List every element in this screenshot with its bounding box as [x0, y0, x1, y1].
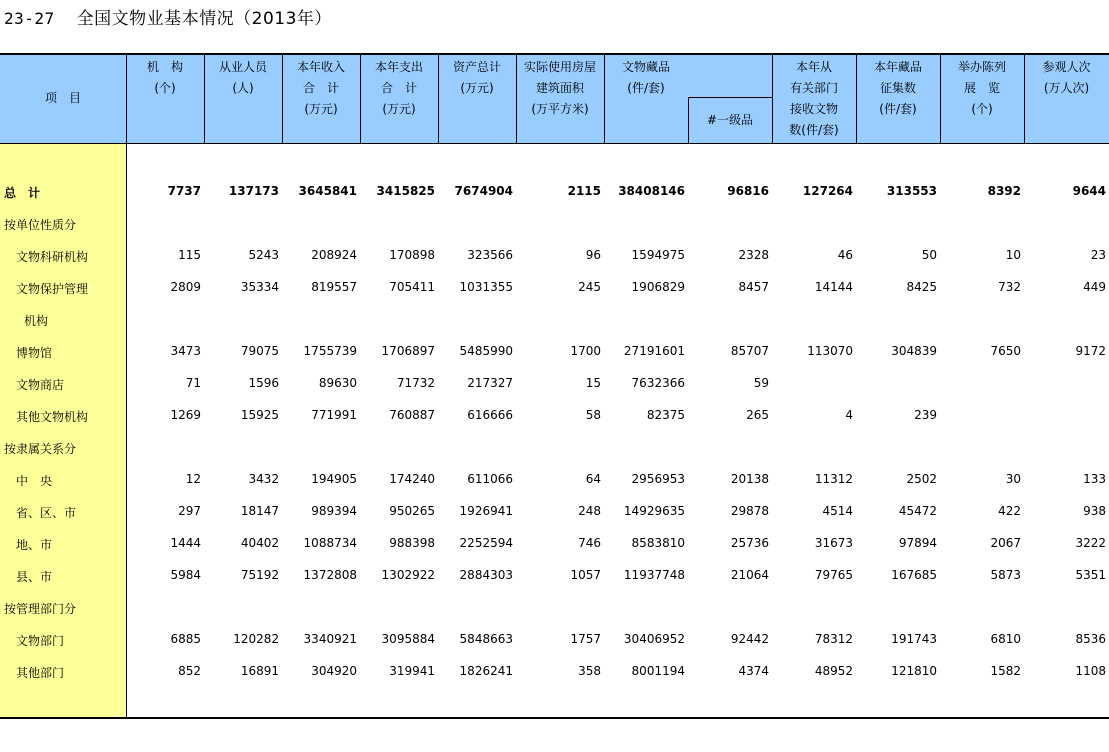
table-title — [4, 4, 332, 29]
table-cell: 1031355 — [459, 280, 513, 294]
table-cell: 8425 — [906, 280, 937, 294]
table-cell: 96 — [585, 248, 601, 262]
table-cell: 422 — [998, 504, 1021, 518]
table-cell: 15925 — [240, 408, 279, 422]
table-row — [0, 246, 1109, 266]
table-cell: 1757 — [570, 632, 601, 646]
row-label: 总 计 — [4, 186, 41, 200]
table-cell: 191743 — [891, 632, 937, 646]
table-cell: 29878 — [730, 504, 769, 518]
table-cell: 8001194 — [631, 664, 685, 678]
table-cell: 82375 — [646, 408, 685, 422]
table-row — [0, 534, 1109, 554]
bottom-rule — [0, 717, 1109, 719]
row-label: 县、市 — [16, 570, 53, 584]
table-cell: 2884303 — [459, 568, 513, 582]
table-cell: 1269 — [170, 408, 201, 422]
header-cell: #一级品 — [706, 113, 754, 127]
table-row — [0, 310, 1109, 330]
table-cell: 319941 — [389, 664, 435, 678]
table-cell: 170898 — [389, 248, 435, 262]
row-label: 文物科研机构 — [16, 250, 89, 264]
table-row — [0, 630, 1109, 650]
table-cell: 2067 — [990, 536, 1021, 550]
table-cell: 5351 — [1075, 568, 1106, 582]
table-cell: 96816 — [727, 184, 769, 198]
header-cell: 本年从 有关部门 接收文物 数(件/套) — [789, 60, 839, 137]
header-sub-rule — [688, 97, 773, 98]
table-row — [0, 438, 1109, 458]
table-cell: 21064 — [730, 568, 769, 582]
row-label: 其他文物机构 — [16, 410, 89, 424]
table-cell: 771991 — [311, 408, 357, 422]
table-cell: 16891 — [240, 664, 279, 678]
table-cell: 11312 — [814, 472, 853, 486]
table-cell: 4 — [845, 408, 853, 422]
table-cell: 358 — [578, 664, 601, 678]
table-cell: 760887 — [389, 408, 435, 422]
table-cell: 38408146 — [618, 184, 685, 198]
table-cell: 7674904 — [454, 184, 513, 198]
table-cell: 31673 — [814, 536, 853, 550]
table-cell: 989394 — [311, 504, 357, 518]
table-cell: 97894 — [898, 536, 937, 550]
table-cell: 2956953 — [631, 472, 685, 486]
table-cell: 10 — [1005, 248, 1021, 262]
table-cell: 23 — [1090, 248, 1106, 262]
table-cell: 30 — [1005, 472, 1021, 486]
row-label: 文物保护管理 — [16, 282, 89, 296]
table-cell: 304920 — [311, 664, 357, 678]
table-cell: 18147 — [240, 504, 279, 518]
table-cell: 45472 — [898, 504, 937, 518]
row-label: 其他部门 — [16, 666, 65, 680]
table-cell: 174240 — [389, 472, 435, 486]
table-cell: 79075 — [240, 344, 279, 358]
table-cell: 988398 — [389, 536, 435, 550]
table-cell: 20138 — [730, 472, 769, 486]
table-cell: 248 — [578, 504, 601, 518]
header-cell: 实际使用房屋 建筑面积 (万平方米) — [523, 60, 596, 116]
table-cell: 5848663 — [459, 632, 513, 646]
table-cell: 121810 — [891, 664, 937, 678]
table-cell: 9644 — [1072, 184, 1106, 198]
table-cell: 449 — [1083, 280, 1106, 294]
table-cell: 78312 — [814, 632, 853, 646]
table-cell: 46 — [837, 248, 853, 262]
table-cell: 3432 — [248, 472, 279, 486]
table-cell: 9172 — [1075, 344, 1106, 358]
table-cell: 1755739 — [303, 344, 357, 358]
table-cell: 75192 — [240, 568, 279, 582]
table-cell: 3340921 — [303, 632, 357, 646]
table-cell: 732 — [998, 280, 1021, 294]
table-cell: 8583810 — [631, 536, 685, 550]
row-label: 文物商店 — [16, 378, 65, 392]
header-cell: 参观人次 (万人次) — [1042, 60, 1091, 95]
table-cell: 120282 — [233, 632, 279, 646]
table-cell: 6810 — [990, 632, 1021, 646]
table-cell: 194905 — [311, 472, 357, 486]
table-cell: 8457 — [738, 280, 769, 294]
table-cell: 1826241 — [459, 664, 513, 678]
table-cell: 5984 — [170, 568, 201, 582]
table-cell: 297 — [178, 504, 201, 518]
table-cell: 127264 — [802, 184, 853, 198]
table-cell: 1108 — [1075, 664, 1106, 678]
table-cell: 265 — [746, 408, 769, 422]
table-row — [0, 342, 1109, 362]
table-cell: 15 — [585, 376, 601, 390]
table-cell: 611066 — [467, 472, 513, 486]
table-cell: 3473 — [170, 344, 201, 358]
table-cell: 1372808 — [303, 568, 357, 582]
table-cell: 35334 — [240, 280, 279, 294]
table-cell: 2115 — [567, 184, 601, 198]
table-cell: 245 — [578, 280, 601, 294]
table-row — [0, 374, 1109, 394]
table-cell: 6885 — [170, 632, 201, 646]
table-cell: 1057 — [570, 568, 601, 582]
table-cell: 2809 — [170, 280, 201, 294]
table-cell: 1926941 — [459, 504, 513, 518]
table-cell: 1088734 — [303, 536, 357, 550]
header-bottom-rule — [0, 143, 1109, 144]
header-cell: 本年支出 合 计 (万元) — [374, 60, 423, 116]
header-item: 项 目 — [44, 91, 81, 105]
row-label: 博物馆 — [16, 346, 53, 360]
table-cell: 4514 — [822, 504, 853, 518]
table-cell: 746 — [578, 536, 601, 550]
table-cell: 705411 — [389, 280, 435, 294]
table-cell: 58 — [585, 408, 601, 422]
table-cell: 14144 — [814, 280, 853, 294]
table-cell: 2502 — [906, 472, 937, 486]
table-cell: 137173 — [228, 184, 279, 198]
table-cell: 938 — [1083, 504, 1106, 518]
row-label: 省、区、市 — [16, 506, 77, 520]
table-row — [0, 598, 1109, 618]
table-cell: 1302922 — [381, 568, 435, 582]
header-cell: 资产总计 (万元) — [452, 60, 501, 95]
table-cell: 1700 — [570, 344, 601, 358]
table-cell: 71732 — [396, 376, 435, 390]
table-cell: 115 — [178, 248, 201, 262]
table-row — [0, 662, 1109, 682]
header-cell: 机 构 (个) — [146, 60, 183, 95]
table-row — [0, 470, 1109, 490]
table-cell: 2252594 — [459, 536, 513, 550]
table-row — [0, 214, 1109, 234]
table-cell: 71 — [185, 376, 201, 390]
table-cell: 30406952 — [623, 632, 685, 646]
table-cell: 4374 — [738, 664, 769, 678]
table-cell: 133 — [1083, 472, 1106, 486]
row-label: 文物部门 — [16, 634, 65, 648]
table-cell: 64 — [585, 472, 601, 486]
table-cell: 1706897 — [381, 344, 435, 358]
table-cell: 92442 — [730, 632, 769, 646]
table-row — [0, 406, 1109, 426]
table-cell: 1444 — [170, 536, 201, 550]
table-cell: 1596 — [248, 376, 279, 390]
table-cell: 819557 — [311, 280, 357, 294]
table-row — [0, 502, 1109, 522]
table-cell: 1594975 — [631, 248, 685, 262]
table-cell: 5485990 — [459, 344, 513, 358]
header-cell: 本年收入 合 计 (万元) — [296, 60, 345, 116]
row-label: 按隶属关系分 — [4, 442, 77, 456]
table-cell: 11937748 — [623, 568, 685, 582]
table-cell: 616666 — [467, 408, 513, 422]
table-cell: 3415825 — [376, 184, 435, 198]
table-cell: 7650 — [990, 344, 1021, 358]
header-cell: 举办陈列 展 览 (个) — [957, 60, 1006, 116]
header-cell: 文物藏品 (件/套) — [621, 60, 670, 95]
table-cell: 2328 — [738, 248, 769, 262]
table-cell: 3222 — [1075, 536, 1106, 550]
table-cell: 239 — [914, 408, 937, 422]
table-cell: 1582 — [990, 664, 1021, 678]
table-cell: 79765 — [814, 568, 853, 582]
table-cell: 304839 — [891, 344, 937, 358]
table-cell: 8536 — [1075, 632, 1106, 646]
table-row — [0, 182, 1109, 202]
table-number: 23-27 — [4, 9, 55, 28]
table-row — [0, 566, 1109, 586]
table-cell: 5873 — [990, 568, 1021, 582]
table-cell: 25736 — [730, 536, 769, 550]
table-cell: 85707 — [730, 344, 769, 358]
table-cell: 323566 — [467, 248, 513, 262]
table-cell: 3095884 — [381, 632, 435, 646]
table-cell: 7632366 — [631, 376, 685, 390]
table-cell: 50 — [921, 248, 937, 262]
table-cell: 27191601 — [623, 344, 685, 358]
table-cell: 7737 — [167, 184, 201, 198]
table-cell: 59 — [753, 376, 769, 390]
table-cell: 12 — [185, 472, 201, 486]
table-cell: 217327 — [467, 376, 513, 390]
table-row — [0, 278, 1109, 298]
table-cell: 3645841 — [298, 184, 357, 198]
table-cell: 113070 — [807, 344, 853, 358]
row-label: 按管理部门分 — [4, 602, 77, 616]
row-label: 地、市 — [16, 538, 53, 552]
table-cell: 40402 — [240, 536, 279, 550]
table-title-text: 全国文物业基本情况（2013年） — [76, 9, 332, 29]
row-label: 机构 — [24, 314, 49, 328]
table-cell: 852 — [178, 664, 201, 678]
table-cell: 950265 — [389, 504, 435, 518]
header-cell: 本年藏品 征集数 (件/套) — [873, 60, 922, 116]
table-cell: 14929635 — [623, 504, 685, 518]
row-label: 按单位性质分 — [4, 218, 77, 232]
table-cell: 89630 — [318, 376, 357, 390]
header-cell: 从业人员 (人) — [218, 60, 267, 95]
table-cell: 5243 — [248, 248, 279, 262]
table-cell: 8392 — [987, 184, 1021, 198]
table-cell: 313553 — [886, 184, 937, 198]
table-cell: 167685 — [891, 568, 937, 582]
row-label: 中 央 — [16, 474, 53, 488]
table-cell: 208924 — [311, 248, 357, 262]
table-cell: 48952 — [814, 664, 853, 678]
table-cell: 1906829 — [631, 280, 685, 294]
